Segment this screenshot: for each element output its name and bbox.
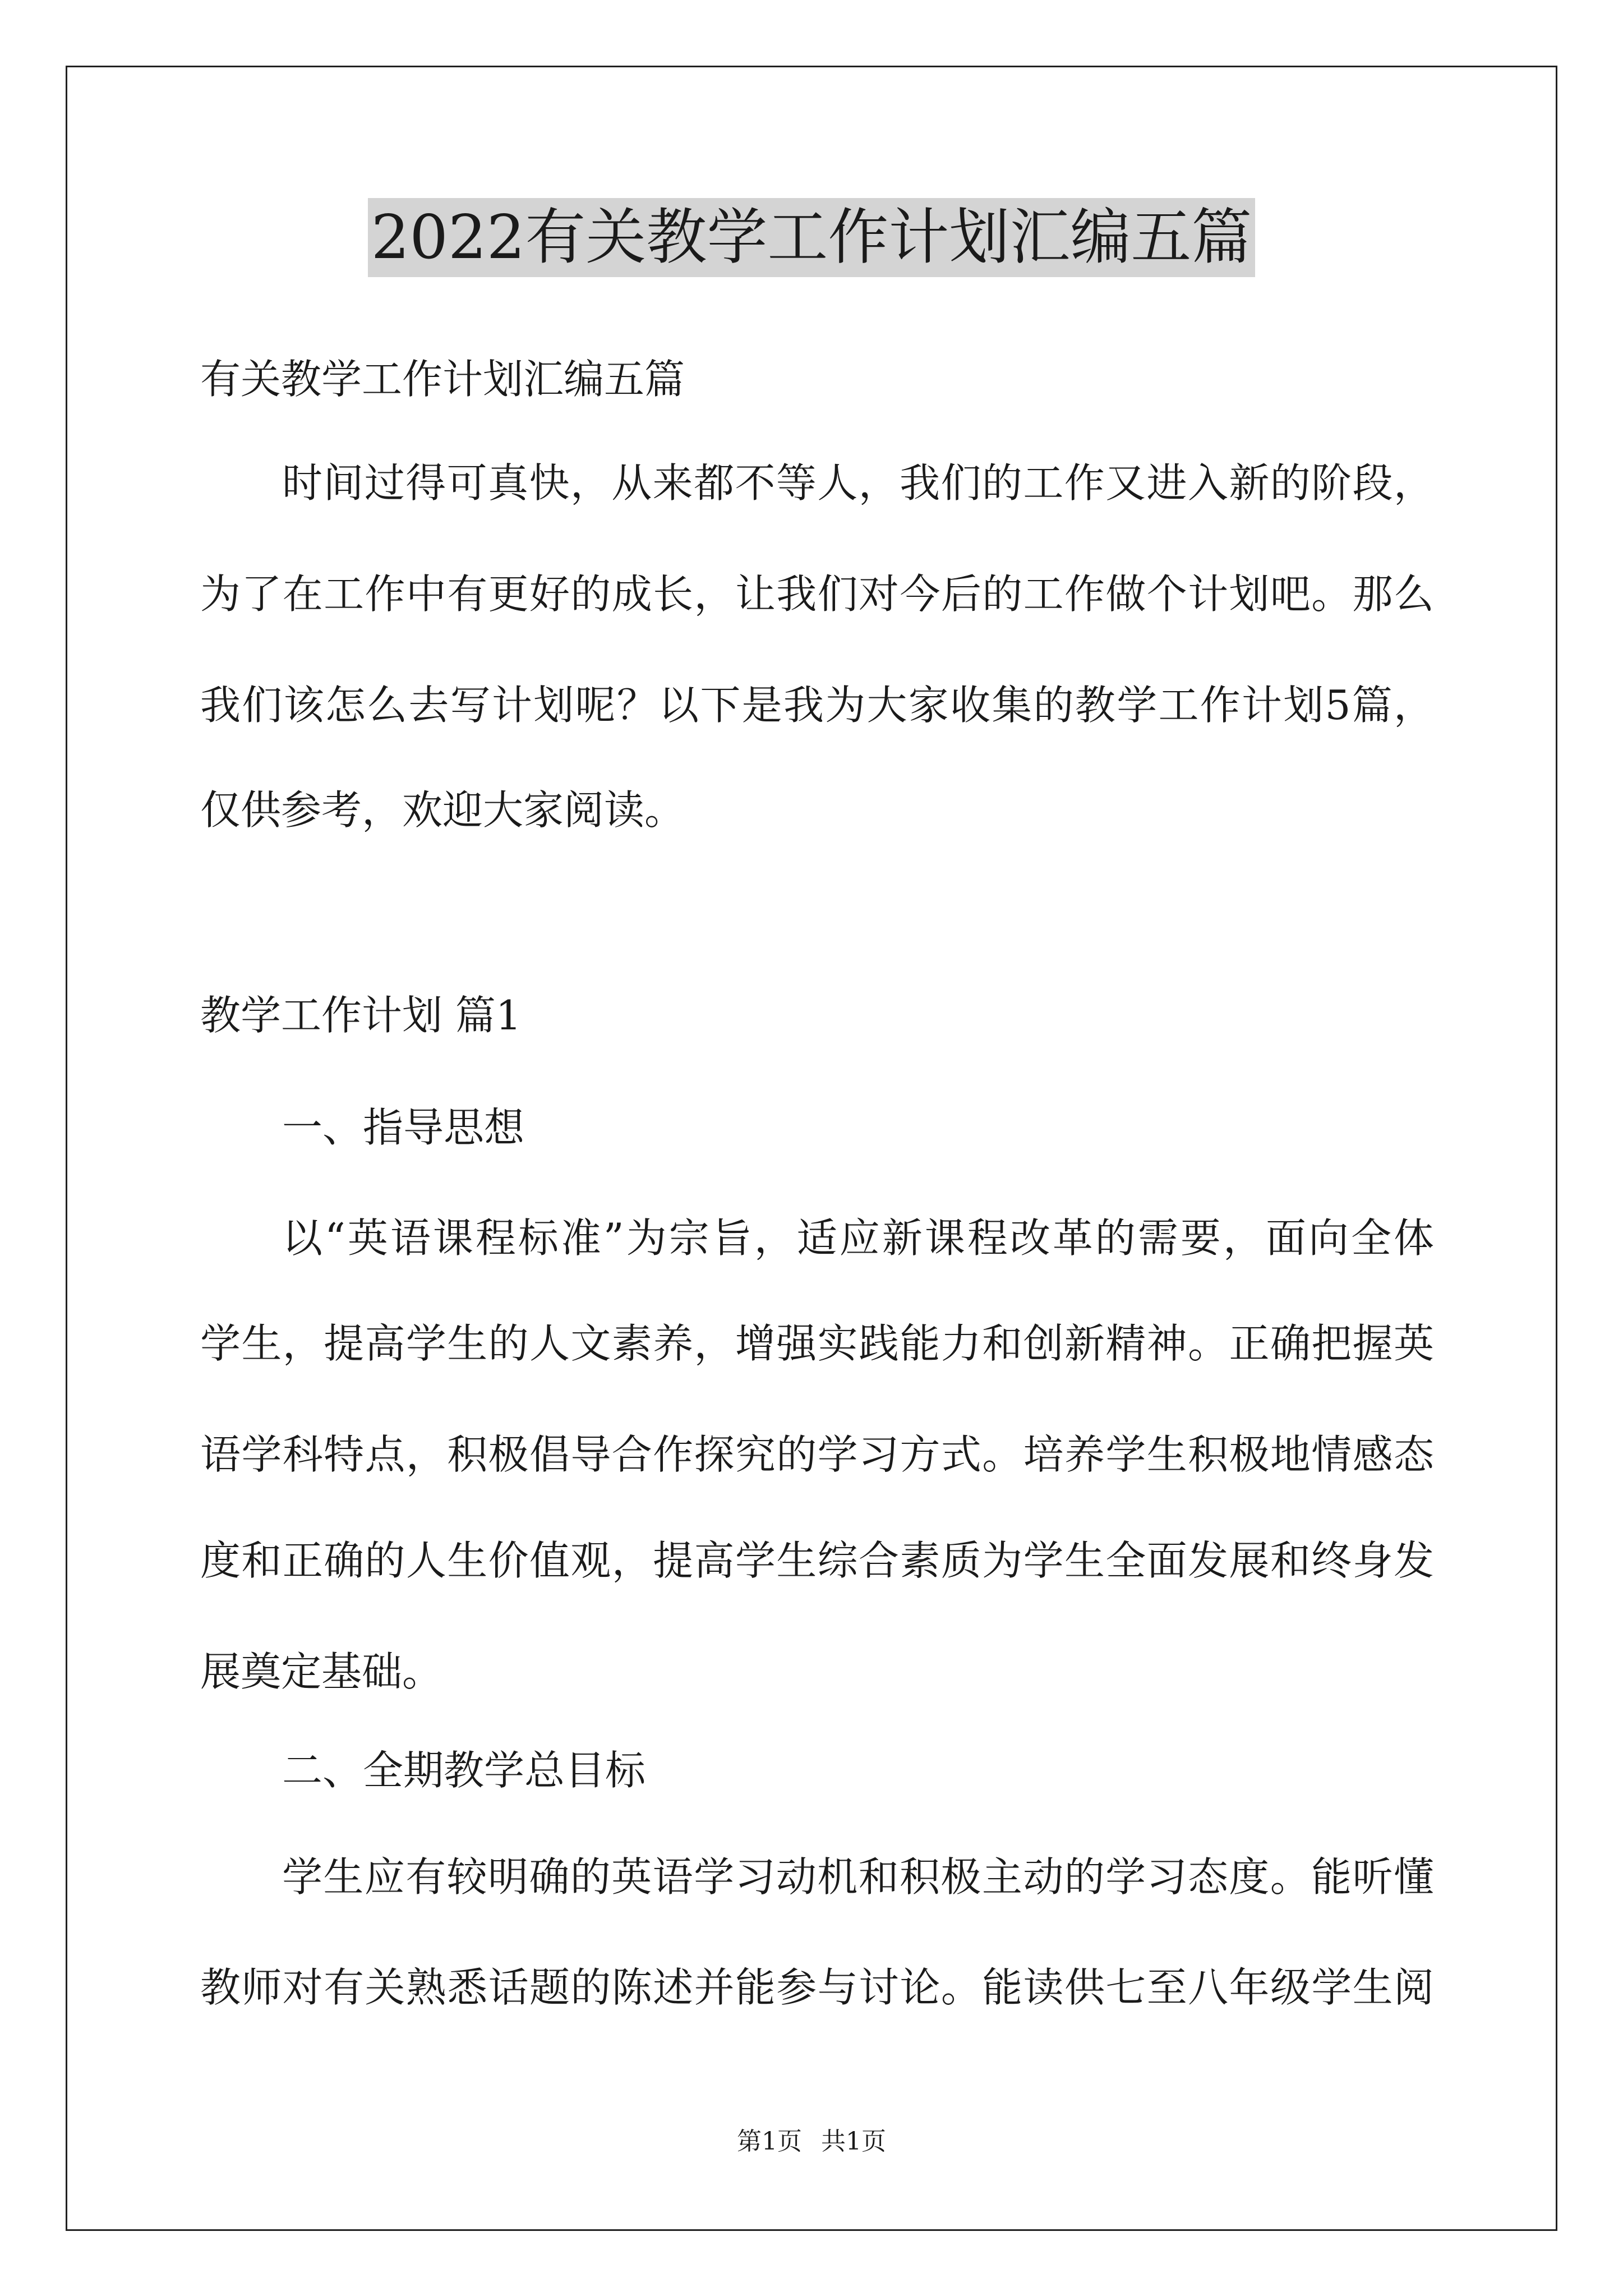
intro-line: 仅供参考，欢迎大家阅读。 <box>200 786 685 834</box>
paragraph-line: 以“英语课程标准”为宗旨，适应新课程改革的需要，面向全体 <box>282 1214 1434 1262</box>
intro-line: 为了在工作中有更好的成长，让我们对今后的工作做个计划吧。那么 <box>200 570 1434 618</box>
paragraph-line: 学生应有较明确的英语学习动机和积极主动的学习态度。能听懂 <box>282 1853 1434 1901</box>
page-footer: 第1页 共1页 <box>737 2127 886 2156</box>
paragraph-line: 教师对有关熟悉话题的陈述并能参与讨论。能读供七至八年级学生阅 <box>200 1964 1434 2011</box>
paragraph-line: 学生，提高学生的人文素养，增强实践能力和创新精神。正确把握英 <box>200 1320 1434 1367</box>
heading-overall-goals: 二、全期教学总目标 <box>282 1747 646 1794</box>
intro-line: 我们该怎么去写计划呢？以下是我为大家收集的教学工作计划5篇， <box>200 682 1434 729</box>
document-title: 2022有关教学工作计划汇编五篇 <box>0 208 1623 268</box>
paragraph-line: 展奠定基础。 <box>200 1648 443 1695</box>
paragraph-line: 度和正确的人生价值观，提高学生综合素质为学生全面发展和终身发 <box>200 1537 1434 1584</box>
intro-line: 时间过得可真快，从来都不等人，我们的工作又进入新的阶段， <box>282 459 1434 507</box>
section-heading: 教学工作计划 篇1 <box>200 992 522 1039</box>
document-subtitle: 有关教学工作计划汇编五篇 <box>200 356 685 403</box>
heading-guiding-ideology: 一、指导思想 <box>282 1104 525 1151</box>
paragraph-line: 语学科特点，积极倡导合作探究的学习方式。培养学生积极地情感态 <box>200 1431 1434 1478</box>
